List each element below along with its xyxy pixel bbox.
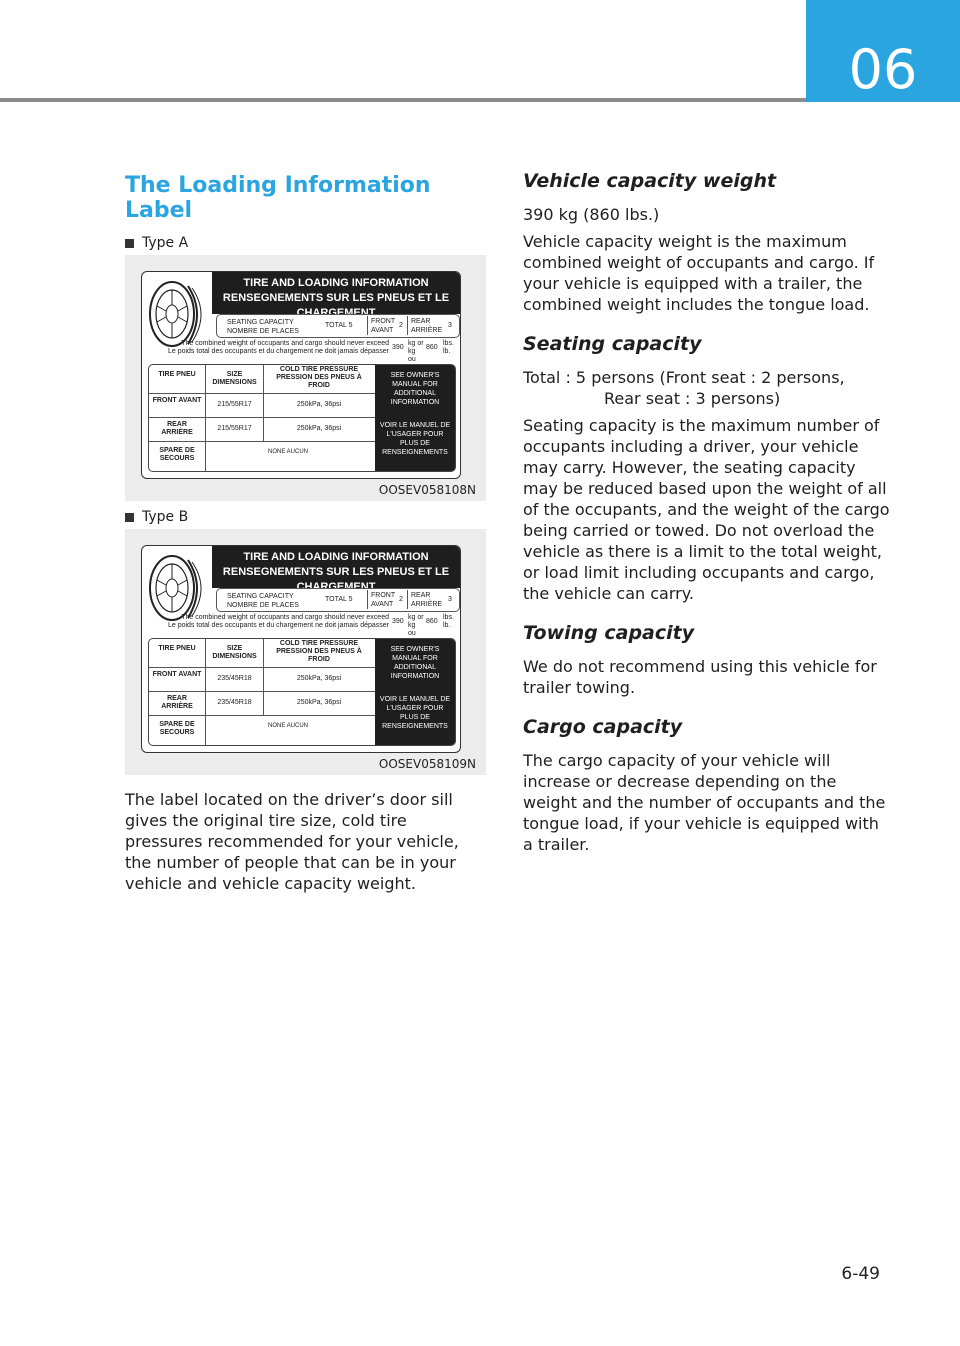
seating-fr: NOMBRE DE PLACES (227, 602, 299, 609)
see-manual-box (375, 639, 455, 745)
row-spare-label: SPARE DE SECOURS (159, 721, 195, 736)
seating-en: SEATING CAPACITY (227, 319, 294, 326)
seating-capacity-title: Seating capacity (523, 333, 702, 355)
seating-fr: NOMBRE DE PLACES (227, 328, 299, 335)
rear-fr: ARRIÈRE (411, 601, 443, 608)
row-rear-label: REAR ARRIÈRE (161, 421, 193, 436)
towing-capacity-title: Towing capacity (523, 622, 695, 644)
table-rule (263, 365, 264, 441)
label-title-fr: RENSEGNEMENTS SUR LES PNEUS ET LE CHARGEMENT (222, 566, 450, 593)
seating-total (325, 596, 353, 603)
seating-total-line: Total : 5 persons (Front seat : 2 persons, (523, 368, 845, 387)
kg-value: 390 (392, 618, 404, 625)
page-number: 6-49 (841, 1264, 880, 1284)
type-label-text: Type A (142, 235, 189, 251)
figure-panel (125, 255, 486, 501)
seating-capacity-box (216, 588, 460, 612)
front-pressure: 250kPa, 36psi (296, 401, 342, 408)
vehicle-capacity-title: Vehicle capacity weight (523, 170, 777, 192)
seating-capacity-box (216, 314, 460, 338)
row-front-label: FRONT AVANT (152, 397, 202, 404)
see-manual-en: SEE OWNER'S MANUAL FOR ADDITIONAL INFORMATION (390, 372, 440, 406)
table-rule (205, 639, 206, 745)
lbs-value: 860 (426, 344, 438, 351)
figure-panel (125, 529, 486, 775)
col-pressure-header: COLD TIRE PRESSURE PRESSION DES PNEUS À FROID (276, 366, 362, 389)
cargo-capacity-section (523, 716, 893, 855)
figure-caption: OOSEV058108N (378, 483, 476, 497)
table-rule (205, 365, 206, 471)
seating-front (367, 316, 403, 335)
figure-type-b (125, 509, 487, 775)
square-bullet-icon (125, 513, 134, 522)
table-rule (149, 417, 375, 418)
seating-rear-line: Rear seat : 3 persons) (604, 389, 781, 408)
col-pressure-header: COLD TIRE PRESSURE PRESSION DES PNEUS À FROID (276, 640, 362, 663)
chapter-number: 06 (848, 38, 918, 101)
right-column (523, 170, 893, 873)
col-size-header: SIZE DIMENSIONS (212, 371, 257, 386)
label-header (212, 546, 460, 593)
table-rule (149, 667, 375, 668)
wheel-icon (148, 278, 208, 348)
front-size: 215/55R17 (217, 401, 252, 408)
rear-en: REAR (411, 318, 431, 325)
lbs-unit: lbs. lb. (443, 614, 454, 629)
table-rule (263, 639, 264, 715)
rear-size: 235/45R18 (217, 699, 252, 706)
weight-en: The combined weight of occupants and cargo should never exceed (181, 340, 389, 347)
see-manual-fr: VOIR LE MANUEL DE L'USAGER POUR PLUS DE RENSEIGNEMENTS (379, 696, 451, 730)
table-rule (149, 715, 375, 716)
seating-front (367, 590, 403, 609)
seating-en: SEATING CAPACITY (227, 593, 294, 600)
kg-unit: kg or kg ou (408, 340, 424, 363)
wheel-icon (148, 552, 208, 622)
table-rule (149, 441, 375, 442)
seating-capacity-label (227, 592, 299, 610)
figure-type-a (125, 235, 487, 501)
seating-capacity-label (227, 318, 299, 336)
col-tire-header: TIRE PNEU (158, 371, 196, 378)
header-rule (0, 98, 806, 102)
total-value: 5 (348, 322, 353, 329)
weight-en: The combined weight of occupants and cargo should never exceed (181, 614, 389, 621)
figure-type-label (125, 509, 487, 525)
rear-value: 3 (448, 596, 452, 603)
weight-fr: Le poids total des occupants et du chargement ne doit jamais dépasser (167, 348, 389, 355)
seating-rear (407, 316, 452, 335)
vehicle-capacity-text: Vehicle capacity weight is the maximum combined weight of occupants and cargo. If your vehicle is equipped with a trailer, the combined weight includes the tongue load. (523, 232, 875, 314)
lbs-value: 860 (426, 618, 438, 625)
front-fr: AVANT (371, 327, 394, 334)
col-tire-header: TIRE PNEU (158, 645, 196, 652)
label-title-en: TIRE AND LOADING INFORMATION (243, 551, 429, 563)
front-pressure: 250kPa, 36psi (296, 675, 342, 682)
see-manual-box (375, 365, 455, 471)
row-rear-label: REAR ARRIÈRE (161, 695, 193, 710)
front-value: 2 (399, 322, 403, 329)
seating-capacity-text: Seating capacity is the maximum number of occupants including a driver, your vehicle may carry. However, the seating capacity may be reduced based upon the weight of all of the occupants, and the weight of the cargo being carried or towed. Do not overload the vehicle as there is a limit to the total weight, or load limit including occupants and cargo, the vehicle can carry. (523, 416, 890, 603)
cargo-capacity-title: Cargo capacity (523, 716, 683, 738)
seating-rear (407, 590, 452, 609)
label-header (212, 272, 460, 319)
tire-pressure-table (148, 638, 456, 746)
tire-pressure-table (148, 364, 456, 472)
front-fr: AVANT (371, 601, 394, 608)
front-size: 235/45R18 (217, 675, 252, 682)
weight-text (154, 614, 389, 630)
table-rule (149, 393, 375, 394)
figure-caption: OOSEV058109N (378, 757, 476, 771)
kg-value: 390 (392, 344, 404, 351)
figure-type-label (125, 235, 487, 251)
seating-total (325, 322, 353, 329)
row-front-label: FRONT AVANT (152, 671, 202, 678)
label-title-en: TIRE AND LOADING INFORMATION (243, 277, 429, 289)
rear-pressure: 250kPa, 36psi (296, 699, 342, 706)
weight-text (154, 340, 389, 356)
total-value: 5 (348, 596, 353, 603)
rear-size: 215/55R17 (217, 425, 252, 432)
rear-pressure: 250kPa, 36psi (296, 425, 342, 432)
towing-capacity-section (523, 622, 893, 698)
cargo-capacity-text: The cargo capacity of your vehicle will increase or decrease depending on the weight and the number of occupants and the tongue load, if your vehicle is equipped with a trailer. (523, 751, 886, 854)
front-en: FRONT (371, 318, 396, 325)
weight-fr: Le poids total des occupants et du chargement ne doit jamais dépasser (167, 622, 389, 629)
rear-en: REAR (411, 592, 431, 599)
total-label: TOTAL (325, 596, 347, 603)
front-en: FRONT (371, 592, 396, 599)
vehicle-capacity-section (523, 170, 893, 315)
section-title: The Loading Information Label (125, 173, 431, 223)
towing-capacity-text: We do not recommend using this vehicle for trailer towing. (523, 657, 877, 697)
type-label-text: Type B (142, 509, 189, 525)
spare-value: NONE AUCUN (267, 723, 308, 729)
see-manual-en: SEE OWNER'S MANUAL FOR ADDITIONAL INFORMATION (390, 646, 440, 680)
tire-loading-label (141, 271, 461, 479)
front-value: 2 (399, 596, 403, 603)
square-bullet-icon (125, 239, 134, 248)
rear-value: 3 (448, 322, 452, 329)
rear-fr: ARRIÈRE (411, 327, 443, 334)
vehicle-capacity-value: 390 kg (860 lbs.) (523, 205, 660, 224)
label-description: The label located on the driver’s door sill gives the original tire size, cold tire pressures recommended for your vehicle, the number of people that can be in your vehicle and vehicle capacity weight. (125, 790, 459, 893)
chapter-tab (806, 0, 960, 102)
kg-unit: kg or kg ou (408, 614, 424, 637)
label-title-fr: RENSEGNEMENTS SUR LES PNEUS ET LE CHARGEMENT (222, 292, 450, 319)
lbs-unit: lbs. lb. (443, 340, 454, 355)
table-rule (149, 691, 375, 692)
row-spare-label: SPARE DE SECOURS (159, 447, 195, 462)
col-size-header: SIZE DIMENSIONS (212, 645, 257, 660)
spare-value: NONE AUCUN (267, 449, 308, 455)
seating-capacity-section (523, 333, 893, 604)
left-column (125, 170, 487, 894)
total-label: TOTAL (325, 322, 347, 329)
see-manual-fr: VOIR LE MANUEL DE L'USAGER POUR PLUS DE RENSEIGNEMENTS (379, 422, 451, 456)
tire-loading-label (141, 545, 461, 753)
